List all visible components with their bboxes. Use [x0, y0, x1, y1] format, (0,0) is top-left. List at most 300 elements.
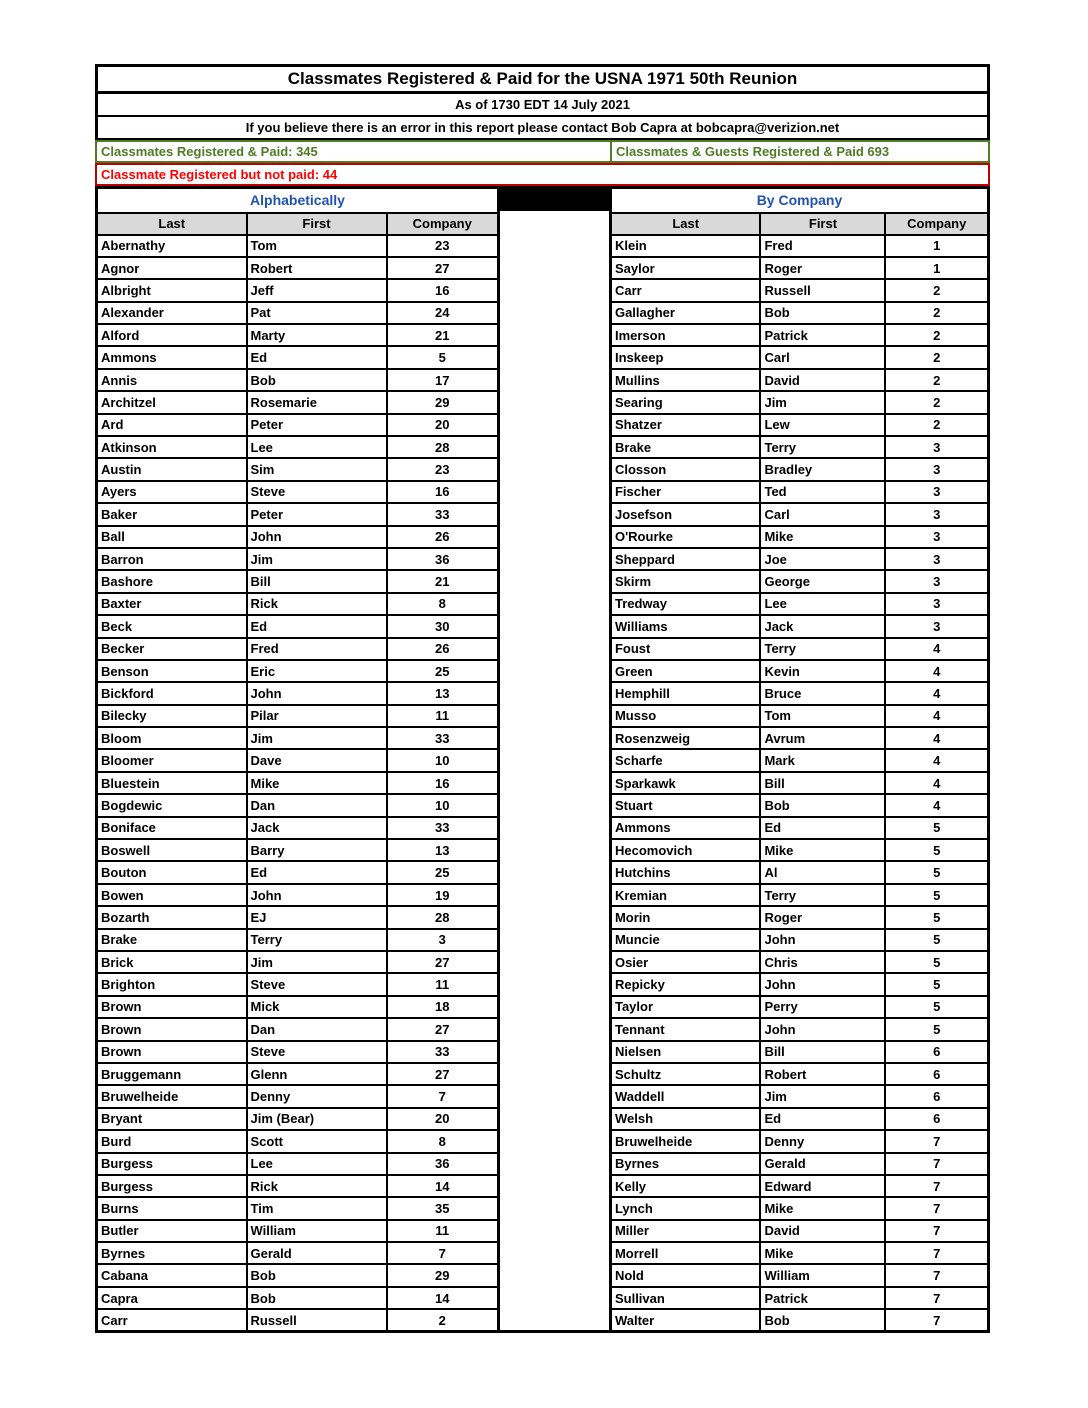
- table-row: [610, 727, 988, 749]
- cell-first: Lee: [247, 1153, 387, 1175]
- cell-last: Brighton: [97, 973, 247, 995]
- table-gap-white: [500, 211, 609, 1330]
- cell-first: Joe: [760, 548, 885, 570]
- as-of-line: As of 1730 EDT 14 July 2021: [95, 94, 990, 117]
- cell-company: 7: [885, 1197, 988, 1219]
- table-row: [610, 593, 988, 615]
- table-row: [610, 705, 988, 727]
- cell-last: Shatzer: [610, 414, 760, 436]
- table-row: [610, 884, 988, 906]
- cell-company: 5: [885, 817, 988, 839]
- cell-first: Jack: [247, 817, 387, 839]
- cell-last: Brown: [97, 996, 247, 1018]
- cell-last: Carr: [610, 279, 760, 301]
- cell-last: Kelly: [610, 1175, 760, 1197]
- cell-company: 33: [387, 727, 499, 749]
- cell-first: EJ: [247, 906, 387, 928]
- cell-first: Carl: [760, 346, 885, 368]
- table-row: [610, 1063, 988, 1085]
- cell-company: 16: [387, 279, 499, 301]
- registered-not-paid-count: Classmate Registered but not paid: 44: [95, 163, 990, 186]
- cell-last: Ayers: [97, 481, 247, 503]
- cell-last: Sheppard: [610, 548, 760, 570]
- cell-first: Mike: [760, 526, 885, 548]
- table-row: [610, 1085, 988, 1107]
- cell-first: Dan: [247, 794, 387, 816]
- cell-first: David: [760, 369, 885, 391]
- cell-last: Brake: [97, 929, 247, 951]
- cell-first: Denny: [760, 1130, 885, 1152]
- table-row: [610, 996, 988, 1018]
- cell-company: 6: [885, 1108, 988, 1130]
- cell-company: 29: [387, 391, 499, 413]
- cell-company: 27: [387, 1063, 499, 1085]
- cell-last: Kremian: [610, 884, 760, 906]
- column-header-company: Company: [387, 213, 499, 235]
- table-row: [97, 1018, 499, 1040]
- table-row: [610, 615, 988, 637]
- cell-first: Rick: [247, 593, 387, 615]
- table-row: [610, 1041, 988, 1063]
- cell-last: Architzel: [97, 391, 247, 413]
- cell-first: Terry: [247, 929, 387, 951]
- table-row: [610, 638, 988, 660]
- table-row: [610, 526, 988, 548]
- table-row: [97, 929, 499, 951]
- table-row: [97, 615, 499, 637]
- cell-first: Jim: [760, 1085, 885, 1107]
- cell-company: 3: [885, 481, 988, 503]
- cell-last: Bashore: [97, 570, 247, 592]
- cell-company: 16: [387, 772, 499, 794]
- cell-company: 13: [387, 839, 499, 861]
- table-row: [97, 369, 499, 391]
- cell-last: Boniface: [97, 817, 247, 839]
- cell-company: 4: [885, 749, 988, 771]
- cell-company: 27: [387, 1018, 499, 1040]
- table-row: [97, 1197, 499, 1219]
- table-row: [97, 1264, 499, 1286]
- cell-last: Burgess: [97, 1175, 247, 1197]
- contact-line: If you believe there is an error in this report please contact Bob Capra at bobcapra@verizion.net: [95, 117, 990, 140]
- table-row: [97, 458, 499, 480]
- table-row: [97, 794, 499, 816]
- cell-company: 7: [387, 1085, 499, 1107]
- table-row: [610, 436, 988, 458]
- table-gap: [500, 186, 609, 1333]
- cell-first: Bill: [760, 1041, 885, 1063]
- cell-first: Gerald: [760, 1153, 885, 1175]
- column-header-last: Last: [610, 213, 760, 235]
- cell-company: 6: [885, 1063, 988, 1085]
- cell-first: Dan: [247, 1018, 387, 1040]
- cell-company: 3: [885, 548, 988, 570]
- cell-first: Peter: [247, 414, 387, 436]
- cell-last: Searing: [610, 391, 760, 413]
- cell-first: Steve: [247, 973, 387, 995]
- cell-first: Bob: [247, 1287, 387, 1309]
- cell-company: 11: [387, 1220, 499, 1242]
- table-row: [97, 727, 499, 749]
- cell-first: John: [760, 929, 885, 951]
- cell-first: Patrick: [760, 1287, 885, 1309]
- cell-first: Carl: [760, 503, 885, 525]
- cell-last: Byrnes: [97, 1242, 247, 1264]
- cell-last: Baxter: [97, 593, 247, 615]
- table-row: [97, 548, 499, 570]
- cell-company: 4: [885, 705, 988, 727]
- cell-company: 33: [387, 1041, 499, 1063]
- table-row: [610, 973, 988, 995]
- cell-company: 5: [885, 1018, 988, 1040]
- cell-last: Bloom: [97, 727, 247, 749]
- cell-company: 2: [885, 369, 988, 391]
- cell-first: Steve: [247, 481, 387, 503]
- table-row: [97, 1242, 499, 1264]
- by-company-table-body: [610, 235, 988, 1332]
- table-row: [610, 324, 988, 346]
- cell-company: 24: [387, 302, 499, 324]
- cell-first: John: [247, 682, 387, 704]
- table-row: [97, 906, 499, 928]
- cell-company: 17: [387, 369, 499, 391]
- cell-company: 20: [387, 414, 499, 436]
- cell-company: 5: [387, 346, 499, 368]
- table-row: [610, 794, 988, 816]
- cell-first: Bob: [247, 369, 387, 391]
- cell-last: Osier: [610, 951, 760, 973]
- cell-first: Denny: [247, 1085, 387, 1107]
- table-row: [97, 705, 499, 727]
- table-gap-filler: [500, 186, 609, 211]
- cell-company: 5: [885, 996, 988, 1018]
- table-row: [97, 973, 499, 995]
- cell-company: 3: [885, 458, 988, 480]
- table-row: [97, 481, 499, 503]
- cell-company: 14: [387, 1175, 499, 1197]
- cell-last: Bruwelheide: [610, 1130, 760, 1152]
- cell-first: Terry: [760, 436, 885, 458]
- table-row: [97, 302, 499, 324]
- cell-first: Ed: [247, 615, 387, 637]
- cell-last: Byrnes: [610, 1153, 760, 1175]
- cell-company: 2: [885, 391, 988, 413]
- cell-last: Sparkawk: [610, 772, 760, 794]
- cell-company: 5: [885, 973, 988, 995]
- cell-last: Ammons: [610, 817, 760, 839]
- cell-first: William: [247, 1220, 387, 1242]
- table-row: [610, 369, 988, 391]
- table-row: [97, 682, 499, 704]
- table-row: [97, 257, 499, 279]
- column-header-company: Company: [885, 213, 988, 235]
- cell-first: Pilar: [247, 705, 387, 727]
- table-row: [610, 906, 988, 928]
- cell-first: Jeff: [247, 279, 387, 301]
- cell-company: 8: [387, 593, 499, 615]
- cell-last: Closson: [610, 458, 760, 480]
- cell-first: Ed: [760, 817, 885, 839]
- cell-first: Ed: [247, 861, 387, 883]
- cell-first: Marty: [247, 324, 387, 346]
- cell-company: 21: [387, 324, 499, 346]
- cell-first: Gerald: [247, 1242, 387, 1264]
- cell-first: Mike: [760, 839, 885, 861]
- cell-first: Tom: [247, 235, 387, 257]
- cell-company: 4: [885, 772, 988, 794]
- cell-company: 36: [387, 1153, 499, 1175]
- cell-company: 18: [387, 996, 499, 1018]
- cell-last: Sullivan: [610, 1287, 760, 1309]
- cell-first: Patrick: [760, 324, 885, 346]
- cell-company: 2: [885, 324, 988, 346]
- cell-last: Annis: [97, 369, 247, 391]
- cell-first: Mike: [760, 1197, 885, 1219]
- table-row: [610, 548, 988, 570]
- cell-first: Dave: [247, 749, 387, 771]
- cell-company: 3: [387, 929, 499, 951]
- cell-first: Terry: [760, 638, 885, 660]
- cell-last: Brown: [97, 1018, 247, 1040]
- cell-last: Taylor: [610, 996, 760, 1018]
- cell-first: Scott: [247, 1130, 387, 1152]
- cell-first: Rosemarie: [247, 391, 387, 413]
- cell-first: John: [247, 884, 387, 906]
- cell-last: Morrell: [610, 1242, 760, 1264]
- cell-last: Barron: [97, 548, 247, 570]
- cell-company: 7: [885, 1175, 988, 1197]
- table-row: [97, 817, 499, 839]
- table-row: [610, 481, 988, 503]
- by-company-table-title-row: [610, 188, 988, 213]
- cell-company: 26: [387, 526, 499, 548]
- column-header-last: Last: [97, 213, 247, 235]
- table-row: [610, 1018, 988, 1040]
- cell-last: Klein: [610, 235, 760, 257]
- cell-company: 3: [885, 570, 988, 592]
- guests-registered-paid-count: Classmates & Guests Registered & Paid 693: [616, 144, 890, 159]
- table-row: [97, 414, 499, 436]
- cell-company: 30: [387, 615, 499, 637]
- cell-last: Musso: [610, 705, 760, 727]
- cell-last: Lynch: [610, 1197, 760, 1219]
- table-gap-bottom-border: [500, 1330, 609, 1333]
- cell-last: Becker: [97, 638, 247, 660]
- cell-company: 1: [885, 257, 988, 279]
- table-row: [610, 1175, 988, 1197]
- cell-company: 10: [387, 794, 499, 816]
- cell-first: Jim: [247, 548, 387, 570]
- table-row: [610, 279, 988, 301]
- cell-first: Robert: [247, 257, 387, 279]
- cell-company: 35: [387, 1197, 499, 1219]
- cell-first: Bill: [760, 772, 885, 794]
- cell-first: Mark: [760, 749, 885, 771]
- cell-company: 23: [387, 235, 499, 257]
- cell-last: Nielsen: [610, 1041, 760, 1063]
- cell-first: Lew: [760, 414, 885, 436]
- table-row: [97, 638, 499, 660]
- cell-last: Josefson: [610, 503, 760, 525]
- cell-company: 2: [885, 279, 988, 301]
- cell-first: Robert: [760, 1063, 885, 1085]
- cell-first: Bob: [760, 302, 885, 324]
- cell-first: Ed: [760, 1108, 885, 1130]
- cell-last: Hutchins: [610, 861, 760, 883]
- cell-company: 3: [885, 503, 988, 525]
- cell-company: 28: [387, 906, 499, 928]
- cell-first: Bill: [247, 570, 387, 592]
- table-row: [97, 839, 499, 861]
- cell-first: Bob: [760, 1309, 885, 1331]
- table-row: [610, 1108, 988, 1130]
- cell-first: John: [760, 1018, 885, 1040]
- cell-first: Eric: [247, 660, 387, 682]
- alphabetical-table: [95, 186, 500, 1333]
- cell-last: Bowen: [97, 884, 247, 906]
- cell-last: Inskeep: [610, 346, 760, 368]
- table-row: [610, 682, 988, 704]
- cell-company: 5: [885, 929, 988, 951]
- cell-last: Agnor: [97, 257, 247, 279]
- cell-company: 4: [885, 660, 988, 682]
- cell-last: Brown: [97, 1041, 247, 1063]
- table-row: [97, 861, 499, 883]
- cell-company: 7: [885, 1242, 988, 1264]
- cell-last: O'Rourke: [610, 526, 760, 548]
- column-header-first: First: [760, 213, 885, 235]
- cell-last: Rosenzweig: [610, 727, 760, 749]
- table-row: [610, 1153, 988, 1175]
- table-row: [610, 1242, 988, 1264]
- table-row: [610, 929, 988, 951]
- table-row: [610, 1130, 988, 1152]
- cell-last: Morin: [610, 906, 760, 928]
- table-row: [610, 839, 988, 861]
- cell-last: Fischer: [610, 481, 760, 503]
- cell-company: 7: [885, 1264, 988, 1286]
- cell-first: Jack: [760, 615, 885, 637]
- cell-first: Russell: [247, 1309, 387, 1331]
- cell-last: Baker: [97, 503, 247, 525]
- cell-last: Boswell: [97, 839, 247, 861]
- cell-first: Al: [760, 861, 885, 883]
- cell-company: 4: [885, 682, 988, 704]
- table-row: [610, 235, 988, 257]
- cell-company: 5: [885, 839, 988, 861]
- cell-first: David: [760, 1220, 885, 1242]
- cell-company: 27: [387, 257, 499, 279]
- by-company-table: [609, 186, 990, 1333]
- cell-first: Avrum: [760, 727, 885, 749]
- report-sheet: [95, 64, 990, 1333]
- cell-company: 2: [387, 1309, 499, 1331]
- cell-company: 8: [387, 1130, 499, 1152]
- cell-first: Ed: [247, 346, 387, 368]
- cell-last: Mullins: [610, 369, 760, 391]
- cell-first: Edward: [760, 1175, 885, 1197]
- cell-company: 19: [387, 884, 499, 906]
- cell-last: Bouton: [97, 861, 247, 883]
- cell-company: 16: [387, 481, 499, 503]
- alphabetical-column-headers: [97, 213, 499, 235]
- table-row: [610, 660, 988, 682]
- cell-company: 33: [387, 817, 499, 839]
- cell-last: Bryant: [97, 1108, 247, 1130]
- cell-company: 36: [387, 548, 499, 570]
- cell-first: John: [247, 526, 387, 548]
- cell-company: 29: [387, 1264, 499, 1286]
- cell-last: Bickford: [97, 682, 247, 704]
- cell-last: Nold: [610, 1264, 760, 1286]
- cell-last: Burgess: [97, 1153, 247, 1175]
- table-row: [610, 1309, 988, 1331]
- table-row: [97, 279, 499, 301]
- cell-last: Abernathy: [97, 235, 247, 257]
- cell-first: Fred: [760, 235, 885, 257]
- cell-last: Skirm: [610, 570, 760, 592]
- cell-first: Perry: [760, 996, 885, 1018]
- cell-first: Rick: [247, 1175, 387, 1197]
- cell-company: 6: [885, 1041, 988, 1063]
- cell-company: 3: [885, 593, 988, 615]
- table-row: [97, 1041, 499, 1063]
- cell-last: Burd: [97, 1130, 247, 1152]
- table-row: [97, 503, 499, 525]
- cell-last: Brick: [97, 951, 247, 973]
- cell-company: 25: [387, 861, 499, 883]
- cell-first: Roger: [760, 906, 885, 928]
- cell-last: Alford: [97, 324, 247, 346]
- registered-counts-row: [95, 140, 990, 163]
- cell-last: Green: [610, 660, 760, 682]
- table-row: [610, 458, 988, 480]
- cell-company: 7: [387, 1242, 499, 1264]
- column-header-first: First: [247, 213, 387, 235]
- table-row: [97, 570, 499, 592]
- cell-last: Albright: [97, 279, 247, 301]
- table-row: [610, 257, 988, 279]
- table-row: [610, 749, 988, 771]
- cell-last: Muncie: [610, 929, 760, 951]
- tables-area: [95, 186, 990, 1333]
- table-row: [97, 436, 499, 458]
- cell-company: 28: [387, 436, 499, 458]
- table-row: [97, 235, 499, 257]
- cell-first: Glenn: [247, 1063, 387, 1085]
- by-company-column-headers: [610, 213, 988, 235]
- table-row: [97, 1175, 499, 1197]
- cell-company: 33: [387, 503, 499, 525]
- table-row: [97, 749, 499, 771]
- table-row: [610, 951, 988, 973]
- table-row: [97, 1220, 499, 1242]
- cell-last: Imerson: [610, 324, 760, 346]
- cell-company: 11: [387, 705, 499, 727]
- table-row: [610, 1287, 988, 1309]
- cell-first: Russell: [760, 279, 885, 301]
- cell-company: 7: [885, 1287, 988, 1309]
- table-row: [97, 1153, 499, 1175]
- cell-company: 3: [885, 526, 988, 548]
- cell-last: Bozarth: [97, 906, 247, 928]
- cell-company: 7: [885, 1153, 988, 1175]
- table-row: [97, 1287, 499, 1309]
- cell-last: Ammons: [97, 346, 247, 368]
- cell-last: Beck: [97, 615, 247, 637]
- cell-first: Fred: [247, 638, 387, 660]
- cell-company: 27: [387, 951, 499, 973]
